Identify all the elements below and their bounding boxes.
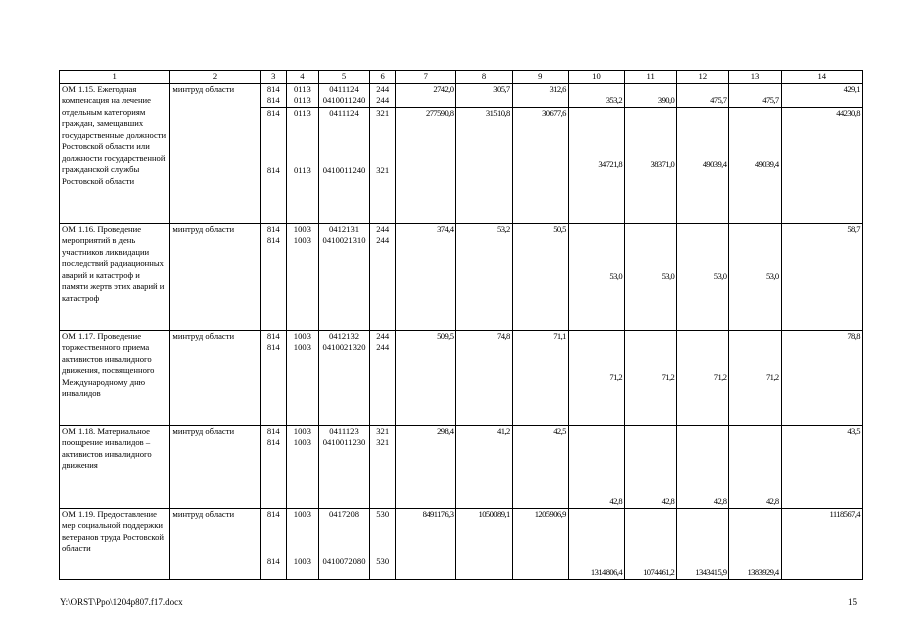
page-number: 15 (848, 597, 857, 607)
code-vr: 244 244 (370, 223, 396, 330)
value-year: 49039,4 (729, 107, 781, 223)
value-year: 42,8 (677, 425, 729, 508)
file-path: Y:\ORST\Ppo\1204p807.f17.docx (60, 597, 183, 607)
code-vr: 321 321 (370, 425, 396, 508)
code-grbs: 814 814 (260, 107, 286, 223)
value-year: 30677,6 (512, 107, 568, 223)
value-year: 390,0 (625, 83, 677, 107)
value-year: 43,5 (781, 425, 862, 508)
code-vr: 244 244 (370, 83, 396, 107)
table-row (60, 223, 863, 330)
value-year: 475,7 (677, 83, 729, 107)
value-year: 53,2 (456, 223, 512, 330)
value-total: 2742,0 (396, 83, 456, 107)
code-csr: 0411124 0410011240 (318, 107, 369, 223)
value-year: 71,2 (568, 330, 624, 425)
measure-name: ОМ 1.15. Ежегодная компенсация на лечение отдельным категориям граждан, замещавших государственные должности Ростовской области или должности государственной гражданской службы Ростовской области (60, 83, 170, 223)
value-year: 1074461,2 (625, 508, 677, 579)
code-rzpr: 1003 1003 (286, 330, 318, 425)
value-year: 41,2 (456, 425, 512, 508)
responsible-org: минтруд области (170, 330, 260, 425)
value-year: 44230,8 (781, 107, 862, 223)
value-year: 353,2 (568, 83, 624, 107)
column-header: 3 (260, 71, 286, 84)
value-year: 53,0 (625, 223, 677, 330)
column-header: 11 (625, 71, 677, 84)
table-row (60, 83, 863, 107)
code-grbs: 814 814 (260, 83, 286, 107)
code-rzpr: 1003 1003 (286, 508, 318, 579)
value-year: 42,5 (512, 425, 568, 508)
code-rzpr: 0113 0113 (286, 83, 318, 107)
value-year: 71,2 (625, 330, 677, 425)
value-year: 53,0 (568, 223, 624, 330)
column-header: 7 (396, 71, 456, 84)
column-header: 1 (60, 71, 170, 84)
code-grbs: 814 814 (260, 425, 286, 508)
budget-table (59, 70, 863, 580)
value-year: 78,8 (781, 330, 862, 425)
value-total: 8491176,3 (396, 508, 456, 579)
value-year: 1050089,1 (456, 508, 512, 579)
value-year: 53,0 (729, 223, 781, 330)
column-header: 14 (781, 71, 862, 84)
code-vr: 244 244 (370, 330, 396, 425)
code-rzpr: 1003 1003 (286, 425, 318, 508)
value-year: 58,7 (781, 223, 862, 330)
table-row (60, 330, 863, 425)
code-csr: 0411123 0410011230 (318, 425, 369, 508)
value-year: 71,2 (729, 330, 781, 425)
value-year: 42,8 (568, 425, 624, 508)
value-year: 429,1 (781, 83, 862, 107)
column-header: 9 (512, 71, 568, 84)
column-header: 8 (456, 71, 512, 84)
value-year: 31510,8 (456, 107, 512, 223)
code-grbs: 814 814 (260, 508, 286, 579)
value-year: 42,8 (625, 425, 677, 508)
value-year: 305,7 (456, 83, 512, 107)
responsible-org: минтруд области (170, 508, 260, 579)
value-total: 509,5 (396, 330, 456, 425)
value-year: 53,0 (677, 223, 729, 330)
value-year: 312,6 (512, 83, 568, 107)
value-year: 34721,8 (568, 107, 624, 223)
measure-name: ОМ 1.17. Проведение торжественного приема активистов инвалидного движения, посвященного Международному дню инвалидов (60, 330, 170, 425)
column-header: 6 (370, 71, 396, 84)
table-row (60, 508, 863, 579)
code-rzpr: 0113 0113 (286, 107, 318, 223)
value-total: 277590,8 (396, 107, 456, 223)
code-csr: 0412132 0410021320 (318, 330, 369, 425)
code-csr: 0417208 0410072080 (318, 508, 369, 579)
column-header: 12 (677, 71, 729, 84)
code-vr: 321 321 (370, 107, 396, 223)
value-year: 74,8 (456, 330, 512, 425)
column-header: 4 (286, 71, 318, 84)
code-grbs: 814 814 (260, 330, 286, 425)
code-rzpr: 1003 1003 (286, 223, 318, 330)
header-row (60, 71, 863, 84)
value-year: 1118567,4 (781, 508, 862, 579)
code-grbs: 814 814 (260, 223, 286, 330)
value-year: 1314806,4 (568, 508, 624, 579)
column-header: 13 (729, 71, 781, 84)
code-csr: 0411124 0410011240 (318, 83, 369, 107)
value-year: 1343415,9 (677, 508, 729, 579)
table-row (60, 425, 863, 508)
value-total: 298,4 (396, 425, 456, 508)
value-year: 71,2 (677, 330, 729, 425)
measure-name: ОМ 1.19. Предоставление мер социальной поддержки ветеранов труда Ростовской области (60, 508, 170, 579)
value-year: 1383929,4 (729, 508, 781, 579)
column-header: 5 (318, 71, 369, 84)
responsible-org: минтруд области (170, 425, 260, 508)
value-year: 71,1 (512, 330, 568, 425)
value-year: 49039,4 (677, 107, 729, 223)
measure-name: ОМ 1.18. Материальное поощрение инвалидов – активистов инвалидного движения (60, 425, 170, 508)
value-year: 50,5 (512, 223, 568, 330)
value-year: 42,8 (729, 425, 781, 508)
column-header: 2 (170, 71, 260, 84)
value-year: 1205906,9 (512, 508, 568, 579)
value-total: 374,4 (396, 223, 456, 330)
code-csr: 0412131 0410021310 (318, 223, 369, 330)
responsible-org: минтруд области (170, 223, 260, 330)
value-year: 38371,0 (625, 107, 677, 223)
responsible-org: минтруд области (170, 83, 260, 223)
column-header: 10 (568, 71, 624, 84)
value-year: 475,7 (729, 83, 781, 107)
measure-name: ОМ 1.16. Проведение мероприятий в день участников ликвидации последствий радиационных аварий и катастроф и памяти жертв этих аварий и катастроф (60, 223, 170, 330)
code-vr: 530 530 (370, 508, 396, 579)
